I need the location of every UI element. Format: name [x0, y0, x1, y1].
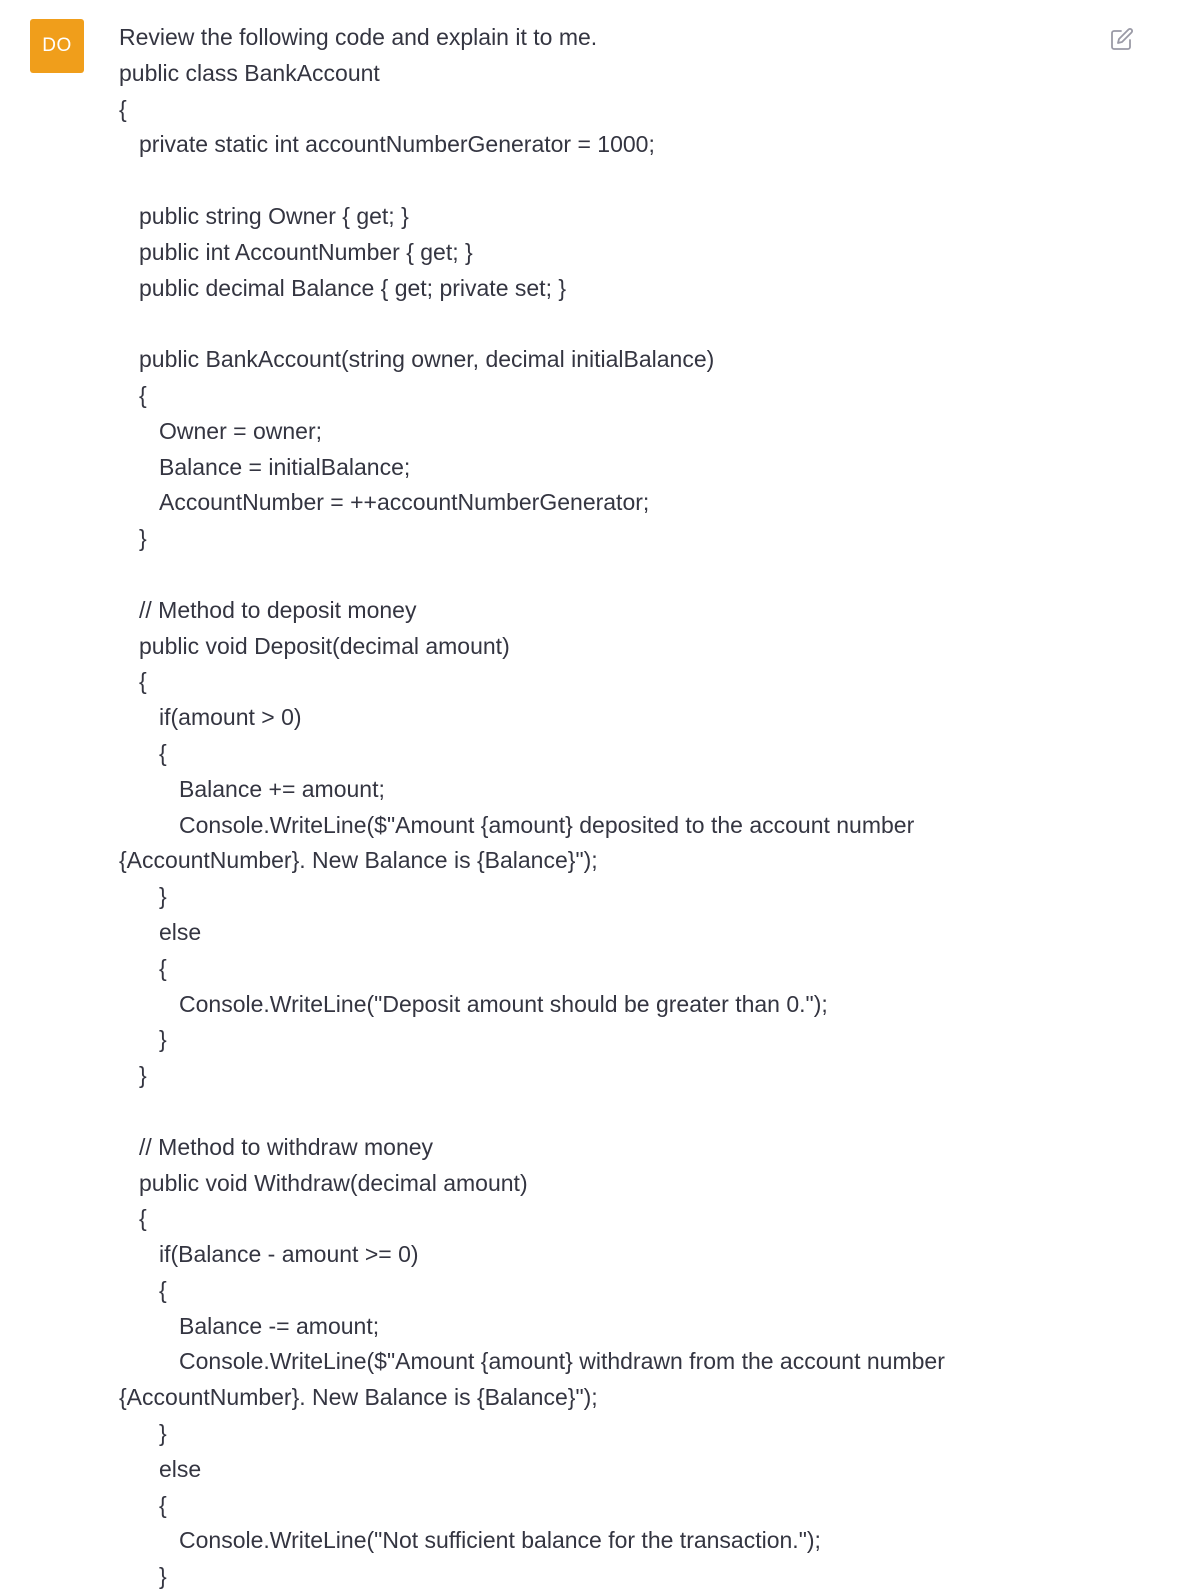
code-line: {: [119, 95, 127, 122]
user-message: [119, 20, 1079, 1595]
code-line: {: [139, 668, 147, 695]
code-line-blank: [119, 557, 1079, 593]
code-line: Balance -= amount;: [179, 1312, 380, 1339]
code-comment: // Method to withdraw money: [139, 1133, 434, 1160]
code-line: public BankAccount(string owner, decimal initialBalance): [139, 346, 715, 373]
code-line: Console.WriteLine($"Amount {amount} withdrawn from the account number {AccountNumber}. New Balance is {Balance}");: [119, 1348, 952, 1411]
code-line: else: [159, 1455, 202, 1482]
code-line: }: [159, 883, 167, 910]
code-line: public decimal Balance { get; private set; }: [139, 274, 567, 301]
code-line-blank: [119, 163, 1079, 199]
code-line: if(amount > 0): [159, 704, 302, 731]
code-line: public class BankAccount: [119, 59, 380, 86]
code-line: Console.WriteLine("Not sufficient balance for the transaction.");: [179, 1527, 821, 1554]
code-line: {: [159, 1276, 167, 1303]
code-line: else: [159, 918, 202, 945]
code-line-blank: [119, 306, 1079, 342]
user-avatar: DO: [30, 19, 84, 73]
code-line: {: [139, 1205, 147, 1232]
code-line: {: [159, 1491, 167, 1518]
edit-icon: [1110, 27, 1134, 51]
code-line: if(Balance - amount >= 0): [159, 1241, 419, 1268]
code-line-blank: [119, 1094, 1079, 1130]
code-line: Balance = initialBalance;: [159, 453, 411, 480]
code-line: }: [139, 1062, 147, 1089]
code-line: {: [139, 381, 147, 408]
code-line: public void Withdraw(decimal amount): [139, 1169, 528, 1196]
code-line: AccountNumber = ++accountNumberGenerator;: [159, 489, 650, 516]
code-line: }: [159, 1026, 167, 1053]
code-comment: // Method to deposit money: [139, 596, 417, 623]
code-line: }: [139, 525, 147, 552]
code-line: Console.WriteLine($"Amount {amount} deposited to the account number {AccountNumber}. New Balance is {Balance}");: [119, 811, 921, 874]
code-line: private static int accountNumberGenerator = 1000;: [139, 131, 655, 158]
code-line: public int AccountNumber { get; }: [139, 238, 473, 265]
code-line: public string Owner { get; }: [139, 202, 409, 229]
edit-message-button[interactable]: [1108, 25, 1136, 53]
code-line: {: [159, 739, 167, 766]
code-line: Balance += amount;: [179, 775, 385, 802]
code-line: Console.WriteLine("Deposit amount should be greater than 0.");: [179, 990, 828, 1017]
code-line: public void Deposit(decimal amount): [139, 632, 510, 659]
message-line: Review the following code and explain it to me.: [119, 24, 598, 50]
code-line: }: [159, 1420, 167, 1447]
code-line: {: [159, 954, 167, 981]
code-line: }: [159, 1563, 167, 1590]
code-line: Owner = owner;: [159, 417, 322, 444]
